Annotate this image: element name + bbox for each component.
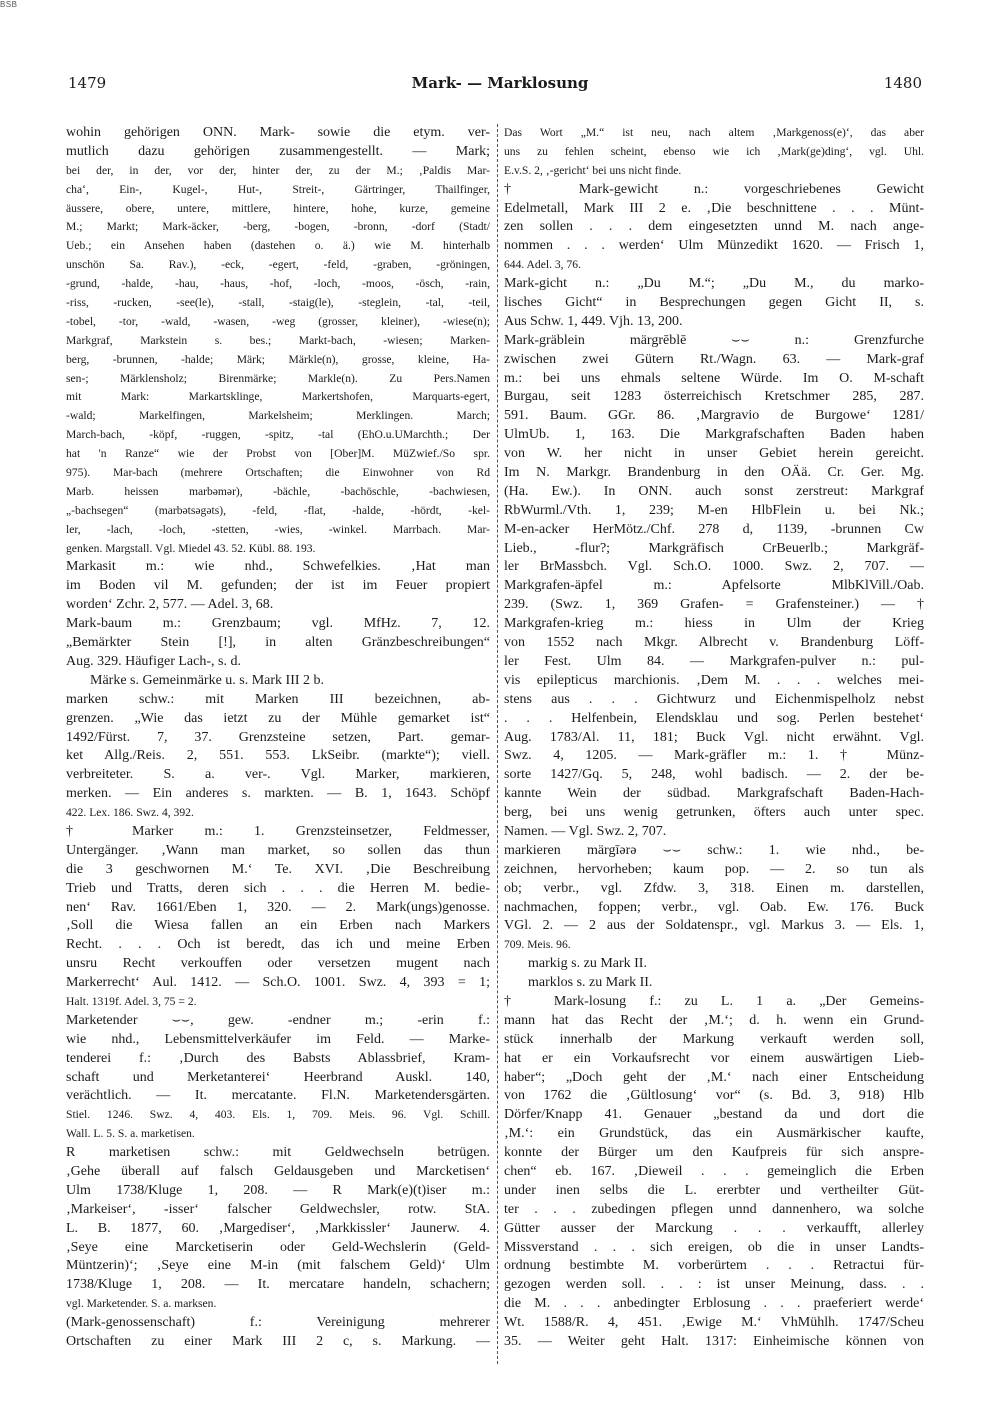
text-line: VGl. 2. — 2 aus der Soldatenspr., vgl. Markus 3. — Els. 1, [504,918,924,934]
text-line: Aus Schw. 1, 449. Vjh. 13, 200. [504,313,683,329]
text-line: 1492/Fürst. 7, 37. Grenzsteine setzen, Part. gemar- [66,729,490,745]
text-line: tenderei f.: ‚Durch des Babsts Ablassbrief, Kram- [66,1050,490,1066]
text-line: kannte Wein der südbad. Markgrafschaft Baden-Hach- [504,786,924,802]
running-header [0,74,1000,98]
text-line: Lieb., -flur?; Markgräfisch CrBeuerlb.; Markgräf- [504,540,924,556]
text-line: Markgrafen-krieg m.: hiess in Ulm der Krieg [504,616,924,632]
text-line: Burgau, seit 1283 österreichisch Kretschmer 285, 287. [504,389,924,405]
text-line: ler Fest. Ulm 84. — Markgrafen-pulver n.: pul- [504,653,924,669]
text-line: 239. (Swz. 1, 369 Grafen- = Grafensteiner.) — † [504,597,924,613]
text-line: merken. — Ein anderes s. markten. — B. 1, 1643. Schöpf [66,786,490,802]
text-line: M.; Markt; Mark-äcker, -berg, -bogen, -bronn, -dorf (Stadt/ [66,220,490,234]
text-line: mann hat das Recht der ‚M.‘; d. h. wenn ein Grund- [504,1012,924,1028]
text-line: Namen. — Vgl. Swz. 2, 707. [504,823,667,839]
text-line: gezogen werden soll. . . : ist unser Meinung, dass. . . [504,1277,924,1293]
text-line: ‚M.‘: ein Grundstück, das ein Ausmärkischer kaufte, [504,1126,924,1142]
text-line: sen-; Märklensholz; Birenmärke; Markle(n). Zu Pers.Namen [66,371,490,385]
text-line: sorte 1427/Gq. 5, 248, wohl badisch. — 2. der be- [504,767,924,783]
text-line: unschön Sa. Rav.), -eck, -egert, -feld, -graben, -gröningen, [66,258,490,272]
text-line: (Ha. Ew.). In ONN. auch sonst zerstreut: Markgraf [504,483,924,499]
text-line: zeichnen, hervorheben; kaum pop. — 2. so tun als [504,861,924,877]
text-line: Markgraf, Markstein s. bes.; Markt-bach, -wiesen; Marken- [66,333,490,347]
right-column [504,124,924,1352]
text-line: 1738/Kluge 1, 208. — It. mercatare handeln, schachern; [66,1277,490,1293]
text-line: lisches Gicht“ in Besprechungen gegen Gicht II, s. [504,295,924,311]
text-line: vis epilepticus marchionis. ‚Dem M. . . . welches mei- [504,672,924,688]
text-line: ordnung bestimbte M. vorberürtem . . . Retractui für- [504,1258,924,1274]
text-line: -riss, -rucken, -see(le), -stall, -staig(le), -steglein, -tal, -teil, [66,296,490,310]
text-line: marklos s. zu Mark II. [528,975,653,991]
text-line: ‚Soll die Wiesa fallen an ein Erben nach Markers [66,918,490,934]
text-line: Wall. L. 5. S. a. marketisen. [66,1127,195,1141]
text-line: verbreiteter. S. a. ver-. Vgl. Marker, markieren, [66,767,490,783]
text-line: L. B. 1877, 60. ‚Margediser‘, ‚Markkissler‘ Jaunerw. 4. [66,1220,490,1236]
text-line: ler, -lach, -loch, -stetten, -wies, -winkel. Marrbach. Mar- [66,522,490,536]
text-line: Edelmetall, Mark III 2 e. ‚Die beschnittene . . . Münt- [504,200,924,216]
text-line: Trieb und Tratts, deren sich . . . die Herren M. bedie- [66,880,490,896]
text-line: Das Wort „M.“ ist neu, nach altem ‚Markgenoss(e)‘, das aber [504,126,924,139]
text-line: nommen . . . werden‘ Ulm Münzedikt 1620. — Frisch 1, [504,238,924,254]
text-line: . . . Helfenbein, Elendsklau und sog. Perlen bestehet‘ [504,710,924,726]
text-line: Aug. 1783/Al. 11, 181; Buck Vgl. nicht erwähnt. Vgl. [504,729,924,745]
text-line: Im N. Markgr. Brandenburg in den OÄä. Cr. Ger. Mg. [504,465,924,481]
text-line: schaft und Merketanterei‘ Heerbrand Auskl. 140, [66,1069,490,1085]
text-line: uns zu fehlen scheint, ebenso wie ich ‚Mark(ge)ding‘, vgl. Uhl. [504,144,924,158]
text-line: berg, bei uns wenig getrunken, öfters auch unter spec. [504,805,924,821]
running-title: Mark- — Marklosung [411,74,589,92]
text-line: Markgrafen-äpfel m.: Apfelsorte MlbKlVill./Oab. [504,578,924,594]
text-line: mutlich dazu gehörigen zusammengestellt. — Mark; [66,143,490,159]
text-line: ‚Seye eine Marcketiserin oder Geld-Wechslerin (Geld- [66,1239,490,1255]
text-line: marken schw.: mit Marken III bezeichnen, ab- [66,691,490,707]
text-line: ler BrMassbch. Vgl. Sch.O. 1000. Swz. 2, 707. — [504,559,924,575]
text-line: Marketender ⌣⌣, gew. -endner m.; -erin f.: [66,1012,490,1028]
text-line: nachmachen, foppen; verbr., vgl. Oab. Ew. 176. Buck [504,899,924,915]
text-line: ‚Markeiser‘, -isser‘ falscher Geldwechsler, rotw. StA. [66,1201,490,1217]
text-line: m.: bei uns ehmals seltene Würde. Im O. M-schaft [504,370,924,386]
text-line: Märke s. Gemeinmärke u. s. Mark III 2 b. [90,672,325,688]
text-line: „Bemärkter Stein [!], in alten Gränzbeschreibungen“ [66,635,490,651]
text-line: wie nhd., Lebensmittelverkäufer im Feld. — Marke- [66,1031,490,1047]
text-line: Dörfer/Knapp 41. Genauer „bestand da und dort die [504,1107,924,1123]
text-line: -grund, -halde, -hau, -haus, -hof, -loch, -moos, -ösch, -rain, [66,277,490,291]
text-line: Ueb.; ein Ansehen haben (dastehen o. ä.) wie M. hinterhalb [66,239,490,253]
text-line: 591. Baum. GGr. 86. ‚Margravio de Burgowe‘ 1281/ [504,408,924,424]
text-line: Müntzerin)‘; ‚Seye eine M-in (mit falschem Geld)‘ Ulm [66,1258,490,1274]
text-line: cha‘, Ein-, Kugel-, Hut-, Streit-, Gärtringer, Thailfinger, [66,182,490,196]
text-line: „-bachsegen“ (marbətsəgəts), -feld, -flat, -halde, -hördt, -kel- [66,503,490,517]
text-line: Marb. heissen marbəmər), -bächle, -bachöschle, -bachwiesen, [66,484,490,498]
text-line: -tobel, -tor, -wald, -wasen, -weg (grosser, kleiner), -wiese(n); [66,314,490,328]
text-line: verächtlich. — It. mercatante. Fl.N. Marketendersgärten. [66,1088,490,1104]
text-line: ket Allg./Reis. 2, 551. 553. LkSeibr. (markte“); viell. [66,748,490,764]
text-line: 975). Mar-bach (mehrere Ortschaften; die Einwohner von Rd [66,466,490,480]
text-line: Halt. 1319f. Adel. 3, 75 = 2. [66,994,197,1008]
text-line: Mark-baum m.: Grenzbaum; vgl. MfHz. 7, 12. [66,616,490,632]
text-line: ob; verbr., vgl. Zfdw. 3, 318. Einen m. darstellen, [504,880,924,896]
text-line: bei der, in der, vor der, hinter der, zu der M.; ‚Paldis Mar- [66,163,490,177]
text-line: nen‘ Rav. 1661/Eben 1, 320. — 2. Mark(ungs)genosse. [66,899,490,915]
text-line: Ulm 1738/Kluge 1, 208. — R Mark(e)(t)iser m.: [66,1182,490,1198]
text-line: genken. Margstall. Vgl. Miedel 43. 52. Kübl. 88. 193. [66,541,316,555]
page-number-left: 1479 [68,74,107,92]
text-line: 709. Meis. 96. [504,938,571,952]
page-number-right: 1480 [883,74,922,92]
text-line: Swz. 4, 1205. — Mark-gräfler m.: 1. † Münz- [504,748,924,764]
text-line: -wald; Markelfingen, Markelsheim; Merklingen. March; [66,409,490,423]
text-line: Markerrecht‘ Aul. 1412. — Sch.O. 1001. Swz. 4, 393 = 1; [66,975,490,991]
text-line: M-en-acker HerMötz./Chf. 278 d, 1139, -brunnen Cw [504,521,924,537]
text-line: hat er ein Vorkaufsrecht vor einem auswärtigen Lieb- [504,1050,924,1066]
text-line: (Mark-genossenschaft) f.: Vereinigung mehrerer [66,1315,490,1331]
text-line: von W. her nicht in unser Gebiet herein gereicht. [504,446,924,462]
library-stamp: BSB [0,0,18,9]
text-line: RbWurml./Vth. 1, 239; M-en HlbFlein u. bei Nk.; [504,502,924,518]
text-line: stück innerhalb der Markung verkauft werden soll, [504,1031,924,1047]
text-line: worden‘ Zchr. 2, 577. — Adel. 3, 68. [66,597,274,613]
text-line: 644. Adel. 3, 76. [504,258,581,272]
text-line: R marketisen schw.: mit Geldwechseln betrügen. [66,1145,490,1161]
text-line: Wt. 1588/R. 4, 451. ‚Ewige M.‘ VhMühlh. 1747/Scheu [504,1315,924,1331]
text-line: von 1762 die ‚Gültlosung‘ vor“ (s. Bd. 3, 918) Hlb [504,1088,924,1104]
text-line: ter . . . zubedingen pflegen unnd dannenhero, wa solche [504,1201,924,1217]
text-line: im Boden vil M. gefunden; der ist im Feuer propiert [66,578,490,594]
text-line: markieren märgīərə ⌣⌣ schw.: 1. wie nhd., be- [504,842,924,858]
text-line: chen“ eb. 167. ‚Dieweil . . . gemeinglich die Erben [504,1163,924,1179]
text-line: Ortschaften zu einer Mark III 2 c, s. Markung. — [66,1334,490,1349]
text-line: vgl. Marketender. S. a. marksen. [66,1297,217,1311]
text-line: konnte der Bürger um den Kaufpreis für sich anspre- [504,1145,924,1161]
text-line: 422. Lex. 186. Swz. 4, 392. [66,806,194,820]
text-line: Mark-gicht n.: „Du M.“; „Du M., du marko- [504,276,924,292]
text-line: zwischen zwei Gütern Rt./Wagn. 63. — Mark-graf [504,351,924,367]
text-line: markig s. zu Mark II. [528,956,647,972]
text-line: die 3 geschwornen M.‘ Te. XVI. ‚Die Beschreibung [66,861,490,877]
text-line: haber“; „Doch geht der ‚M.‘ nach einer Entscheidung [504,1069,924,1085]
text-line: March-bach, -köpf, -ruggen, -spitz, -tal (EhO.u.UMarchth.; Der [66,428,490,442]
text-line: ‚Gehe überall auf falsch Geldausgeben und Marcketisen‘ [66,1163,490,1179]
text-line: Stiel. 1246. Swz. 4, 403. Els. 1, 709. Meis. 96. Vgl. Schill. [66,1108,490,1122]
text-line: stens aus . . . Gichtwurz und Eichenmispelholz nebst [504,691,924,707]
column-divider [497,124,498,1364]
text-line: Mark-gräblein märgrēblē ⌣⌣ n.: Grenzfurche [504,332,924,348]
text-line: E.v.S. 2, ‚-gericht‘ bei uns nicht finde. [504,163,682,177]
text-line: die M. . . . anbedingter Erblosung . . . praeferiert werde‘ [504,1296,924,1312]
text-line: von 1552 nach Mkgr. Albrecht v. Brandenburg Löff- [504,635,924,651]
text-line: 35. — Weiter geht Halt. 1317: Einheimische können von [504,1334,924,1349]
text-line: hat 'n Ranze“ wie der Probst von [Ober]M. MüZwief./So spr. [66,447,490,461]
text-line: Missverstand . . . sich ereigen, ob die in unser Landts- [504,1239,924,1255]
text-line: berg, -brunnen, -halde; Märk; Märkle(n), grosse, kleine, Ha- [66,352,490,366]
text-line: mit Mark: Markartsklinge, Markertshofen, Marquarts-egert, [66,390,490,404]
text-line: äussere, obere, untere, mittlere, hintere, hohe, kurze, gemeine [66,201,490,215]
text-line: † Mark-gewicht n.: vorgeschriebenes Gewicht [504,181,924,197]
text-line: Recht. . . . Och ist beredt, das ich und meine Erben [66,937,490,953]
text-line: † Marker m.: 1. Grenzsteinsetzer, Feldmesser, [66,823,490,839]
text-line: under inen selbs die L. ererbter und vertheilter Güt- [504,1182,924,1198]
text-line: wohin gehörigen ONN. Mark- sowie die etym. ver- [66,125,490,140]
text-line: zen sollen . . . dem eingesetzten unnd M. nach ange- [504,219,924,235]
text-line: † Mark-losung f.: zu L. 1 a. „Der Gemeins- [504,993,924,1009]
text-line: Markasit m.: wie nhd., Schwefelkies. ‚Hat man [66,559,490,575]
text-line: Untergänger. ‚Wann man market, so sollen das thun [66,842,490,858]
text-line: grenzen. „Wie das ietzt zu der Mühle gemarket ist“ [66,710,490,726]
text-line: UlmUb. 1, 163. Die Markgrafschaften Baden haben [504,427,924,443]
text-line: unsru Recht verkouffen oder versetzen mugent nach [66,956,490,972]
text-line: Aug. 329. Häufiger Lach-, s. d. [66,653,241,669]
left-column [66,124,490,1352]
text-line: Gütter ausser der Marckung . . . verkaufft, allerley [504,1220,924,1236]
